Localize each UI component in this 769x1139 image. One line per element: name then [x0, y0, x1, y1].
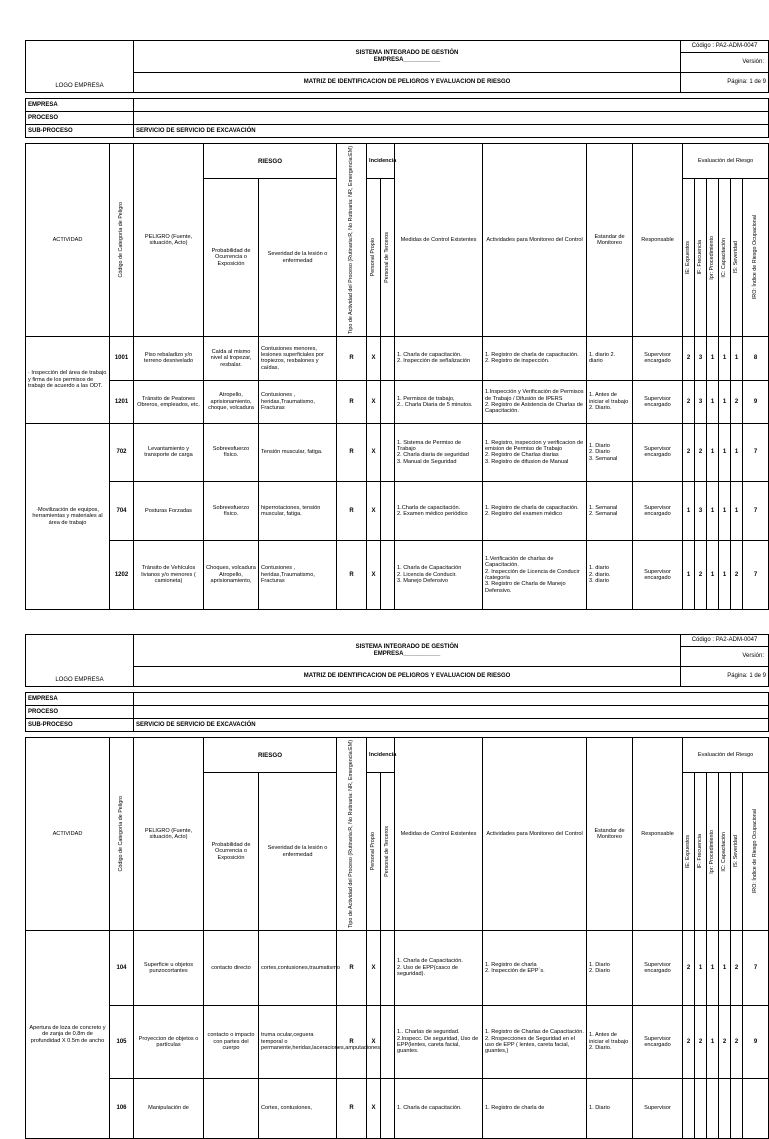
- col-terceros: Personal de Terceros: [381, 179, 395, 337]
- sheet-1: [25, 40, 768, 610]
- own-personnel-cell: X: [367, 540, 381, 609]
- hazard-code-cell: 105: [110, 1005, 134, 1078]
- probability-cell: Atropello, aprisionamiento, choque, volcadura: [204, 380, 259, 423]
- score-p-cell: 1: [707, 540, 719, 609]
- hazard-code-cell: 1001: [110, 336, 134, 380]
- score-c-cell: 1: [719, 423, 731, 481]
- document-code: Código : PA2-ADM-0047: [681, 635, 768, 647]
- score-iro-cell: [743, 1078, 769, 1138]
- control-measures-cell: 1. Sistema de Permiso de Trabajo 2. Charla diaria de seguridad 3. Manual de Seguridad: [395, 423, 483, 481]
- risk-matrix-1: [25, 143, 769, 610]
- col-actividades: Actividades para Monitoreo del Control: [483, 144, 587, 337]
- table-row: [26, 423, 769, 481]
- probability-cell: contacto o impacto con partes del cuerpo: [204, 1005, 259, 1078]
- col-propio: Personal Propio: [367, 179, 381, 337]
- score-f-cell: 3: [695, 380, 707, 423]
- risk-matrix-2: [25, 737, 769, 1139]
- severity-cell: cortes,contusiones,traumatismo: [259, 930, 337, 1005]
- activity-type-cell: R: [337, 336, 367, 380]
- score-f-cell: 3: [695, 336, 707, 380]
- hazard-cell: Proyeccion de objetos o partículas: [134, 1005, 204, 1078]
- col-codigo: Código de Categoría de Peligro: [110, 738, 134, 931]
- score-c-cell: [719, 1078, 731, 1138]
- col-evaluacion: Evaluación del Riesgo: [683, 144, 769, 179]
- score-s-cell: 2: [731, 930, 743, 1005]
- hazard-code-cell: 1201: [110, 380, 134, 423]
- header-table-1: [25, 40, 769, 93]
- score-p-cell: 1: [707, 1005, 719, 1078]
- col-f: IF: Frecuencia: [695, 179, 707, 337]
- table-row: [26, 336, 769, 380]
- own-personnel-cell: X: [367, 336, 381, 380]
- third-personnel-cell: [381, 540, 395, 609]
- own-personnel-cell: X: [367, 930, 381, 1005]
- system-title: SISTEMA INTEGRADO DE GESTIÓN EMPRESA___________: [134, 635, 681, 667]
- activity-type-cell: R: [337, 540, 367, 609]
- score-c-cell: 1: [719, 930, 731, 1005]
- monitoring-activities-cell: 1.Inspección y Verificación de Permisos de Trabajo / Difusión de IPERS 2. Registro de Asistencia de Charlas de Capacitación.: [483, 380, 587, 423]
- activity-cell: · Inspección del área de trabajo y firma de los permisos de trabajo de acuerdo a las ODT.: [26, 336, 110, 423]
- col-codigo: Código de Categoría de Peligro: [110, 144, 134, 337]
- score-f-cell: 3: [695, 481, 707, 540]
- col-iro: IRO: Índice de Riesgo Ocupacional: [743, 773, 769, 931]
- score-f-cell: 2: [695, 423, 707, 481]
- score-iro-cell: 7: [743, 481, 769, 540]
- monitoring-activities-cell: 1. Registro, inspeccion y verificacion de emision de Permiso de Trabajo 2. Registro de Charlas diarias 3. Registro de difusion de Manual: [483, 423, 587, 481]
- severity-cell: Contusiones , heridas,Traumatismo, Fracturas: [259, 380, 337, 423]
- score-s-cell: 1: [731, 481, 743, 540]
- subproceso-value: SERVICIO DE SERVICIO DE EXCAVACIÓN: [134, 125, 769, 138]
- col-iro: IRO: Índice de Riesgo Ocupacional: [743, 179, 769, 337]
- hazard-cell: Posturas Forzadas: [134, 481, 204, 540]
- activity-type-cell: R: [337, 1005, 367, 1078]
- probability-cell: Sobreesfuerzo físico.: [204, 481, 259, 540]
- monitoring-activities-cell: 1. Registro de charla 2. Inspección de EPP´s.: [483, 930, 587, 1005]
- system-title: SISTEMA INTEGRADO DE GESTIÓN EMPRESA___________: [134, 41, 681, 73]
- severity-cell: Tensión muscular, fatiga.: [259, 423, 337, 481]
- score-c-cell: 1: [719, 336, 731, 380]
- page-number: Página: 1 de 9: [681, 73, 769, 93]
- monitoring-standard-cell: 1. Antes de iniciar el trabajo 2. Diario.: [587, 1005, 633, 1078]
- col-actividad: ACTIVIDAD: [26, 144, 110, 337]
- responsible-cell: Supervisor encargado: [633, 481, 683, 540]
- responsible-cell: Supervisor encargado: [633, 930, 683, 1005]
- score-p-cell: 1: [707, 423, 719, 481]
- col-peligro: PELIGRO (Fuente, situación, Acto): [134, 738, 204, 931]
- hazard-code-cell: 702: [110, 423, 134, 481]
- score-iro-cell: 7: [743, 540, 769, 609]
- responsible-cell: Supervisor: [633, 1078, 683, 1138]
- probability-cell: Sobreesfuerzo físico.: [204, 423, 259, 481]
- own-personnel-cell: X: [367, 1078, 381, 1138]
- col-tipo: Tipo de Actividad del Proceso (Rutinaria:R, No Rutinaria: NR, Emergencia:EM): [337, 144, 367, 337]
- control-measures-cell: 1.Charla de capacitación. 2. Examen médico periódico: [395, 481, 483, 540]
- third-personnel-cell: [381, 1078, 395, 1138]
- monitoring-activities-cell: 1. Registro de charla de capacitación. 2. Registro de inspección.: [483, 336, 587, 380]
- score-iro-cell: 8: [743, 336, 769, 380]
- hazard-code-cell: 106: [110, 1078, 134, 1138]
- monitoring-standard-cell: 1. Diario: [587, 1078, 633, 1138]
- col-medidas: Medidas de Control Existentes: [395, 738, 483, 931]
- hazard-code-cell: 104: [110, 930, 134, 1005]
- subproceso-label: SUB-PROCESO: [26, 719, 134, 732]
- score-s-cell: [731, 1078, 743, 1138]
- info-table-1: [25, 98, 769, 138]
- col-actividades: Actividades para Monitoreo del Control: [483, 738, 587, 931]
- score-f-cell: [695, 1078, 707, 1138]
- document-version: Versión:: [742, 59, 764, 65]
- monitoring-activities-cell: 1.Verificación de charlas de Capacitación. 2. Inspección de Licencia de Conducir /categoría 3. Registro de Charla de Manejo Defensivo.: [483, 540, 587, 609]
- score-iro-cell: 9: [743, 380, 769, 423]
- score-s-cell: 2: [731, 1005, 743, 1078]
- col-riesgo: RIESGO: [204, 144, 337, 179]
- col-riesgo: RIESGO: [204, 738, 337, 773]
- score-iro-cell: 7: [743, 423, 769, 481]
- col-severidad: Severidad de la lesión o enfermedad: [259, 179, 337, 337]
- company-logo: LOGO EMPRESA: [26, 41, 134, 93]
- proceso-label: PROCESO: [26, 706, 134, 719]
- third-personnel-cell: [381, 380, 395, 423]
- sheet-2: [25, 634, 768, 1139]
- third-personnel-cell: [381, 1005, 395, 1078]
- probability-cell: contacto directo: [204, 930, 259, 1005]
- score-p-cell: 1: [707, 481, 719, 540]
- proceso-label: PROCESO: [26, 112, 134, 125]
- responsible-cell: Supervisor encargado: [633, 380, 683, 423]
- monitoring-activities-cell: 1. Registro de charla de: [483, 1078, 587, 1138]
- col-e: IE: Expuestos: [683, 773, 695, 931]
- monitoring-standard-cell: 1. Diario 2. Diario: [587, 930, 633, 1005]
- score-e-cell: 2: [683, 1005, 695, 1078]
- activity-cell: Apertura de loza de concreto y de zanja de 0.8m de profundidad X 0.5m de ancho: [26, 930, 110, 1138]
- third-personnel-cell: [381, 423, 395, 481]
- third-personnel-cell: [381, 481, 395, 540]
- info-table-2: [25, 692, 769, 732]
- control-measures-cell: 1. Charla de Capacitación. 2. Uso de EPP(casco de seguridad).: [395, 930, 483, 1005]
- severity-cell: Contusiones , heridas,Traumatismo, Fracturas: [259, 540, 337, 609]
- col-tipo: Tipo de Actividad del Proceso (Rutinaria:R, No Rutinaria: NR, Emergencia:EM): [337, 738, 367, 931]
- col-incidencia: Incidencia: [367, 144, 395, 179]
- score-p-cell: 1: [707, 380, 719, 423]
- subproceso-value: SERVICIO DE SERVICIO DE EXCAVACIÓN: [134, 719, 769, 732]
- score-e-cell: 2: [683, 380, 695, 423]
- col-medidas: Medidas de Control Existentes: [395, 144, 483, 337]
- monitoring-standard-cell: 1. diario 2. diario. 3. diario: [587, 540, 633, 609]
- col-incidencia: Incidencia: [367, 738, 395, 773]
- score-f-cell: 2: [695, 1005, 707, 1078]
- hazard-code-cell: 1202: [110, 540, 134, 609]
- hazard-cell: Piso rebaladizo y/o terreno desnivelado: [134, 336, 204, 380]
- table-row: [26, 540, 769, 609]
- monitoring-standard-cell: 1. diario 2. diario: [587, 336, 633, 380]
- col-terceros: Personal de Terceros: [381, 773, 395, 931]
- monitoring-standard-cell: 1. Semanal 2. Semanal: [587, 481, 633, 540]
- own-personnel-cell: X: [367, 380, 381, 423]
- score-c-cell: 1: [719, 380, 731, 423]
- hazard-code-cell: 704: [110, 481, 134, 540]
- severity-cell: truma ocular,ceguera temporal o permanente,heridas,laceraciones,amputaciones: [259, 1005, 337, 1078]
- col-probabilidad: Probabilidad de Ocurrencia o Exposición: [204, 179, 259, 337]
- score-e-cell: 1: [683, 481, 695, 540]
- hazard-cell: Superficie u objetos punzocortantes: [134, 930, 204, 1005]
- score-c-cell: 1: [719, 481, 731, 540]
- monitoring-activities-cell: 1. Registro de Charlas de Capacitación. 2. Rnspecciones de Seguridad en el uso de EPP ( lentes, careta facial, guantes,): [483, 1005, 587, 1078]
- responsible-cell: Supervisor encargado: [633, 540, 683, 609]
- col-probabilidad: Probabilidad de Ocurrencia o Exposición: [204, 773, 259, 931]
- empresa-label: EMPRESA: [26, 693, 134, 706]
- responsible-cell: Supervisor encargado: [633, 423, 683, 481]
- company-logo: LOGO EMPRESA: [26, 635, 134, 687]
- monitoring-activities-cell: 1. Registro de charla de capacitación. 2. Registro del examen médico: [483, 481, 587, 540]
- probability-cell: [204, 1078, 259, 1138]
- col-cap: IC: Capacitación: [719, 773, 731, 931]
- score-f-cell: 2: [695, 540, 707, 609]
- activity-type-cell: R: [337, 380, 367, 423]
- document-code: Código : PA2-ADM-0047: [681, 41, 768, 53]
- col-responsable: Responsable: [633, 144, 683, 337]
- empresa-label: EMPRESA: [26, 99, 134, 112]
- hazard-cell: Levantamiento y transporte de carga: [134, 423, 204, 481]
- activity-type-cell: R: [337, 1078, 367, 1138]
- own-personnel-cell: X: [367, 1005, 381, 1078]
- table-row: [26, 1078, 769, 1138]
- table-row: [26, 380, 769, 423]
- third-personnel-cell: [381, 336, 395, 380]
- score-e-cell: 2: [683, 336, 695, 380]
- hazard-cell: Tránsito de Vehículos livianos y/o menores ( camioneta): [134, 540, 204, 609]
- col-e: IE: Expuestos: [683, 179, 695, 337]
- col-peligro: PELIGRO (Fuente, situación, Acto): [134, 144, 204, 337]
- severity-cell: hiperrotaciones, tensión muscular, fatiga.: [259, 481, 337, 540]
- probability-cell: Caída al mismo nivel al tropezar, resbalar.: [204, 336, 259, 380]
- col-estandar: Estandar de Monitoreo: [587, 144, 633, 337]
- score-f-cell: 1: [695, 930, 707, 1005]
- third-personnel-cell: [381, 930, 395, 1005]
- hazard-cell: Manipulación de: [134, 1078, 204, 1138]
- matrix-title: MATRIZ DE IDENTIFICACION DE PELIGROS Y EVALUACION DE RIESGO: [134, 667, 681, 687]
- col-severidad: Severidad de la lesión o enfermedad: [259, 773, 337, 931]
- score-e-cell: 2: [683, 930, 695, 1005]
- score-iro-cell: 9: [743, 1005, 769, 1078]
- col-s: IS: Severidad: [731, 773, 743, 931]
- severity-cell: Cortes, contusiones,: [259, 1078, 337, 1138]
- monitoring-standard-cell: 1. Diario 2. Diario 3. Semanal: [587, 423, 633, 481]
- activity-type-cell: R: [337, 930, 367, 1005]
- col-propio: Personal Propio: [367, 773, 381, 931]
- col-cap: IC: Capacitación: [719, 179, 731, 337]
- score-e-cell: [683, 1078, 695, 1138]
- activity-cell: ·Movilización de equipos, herramientas y materiales al área de trabajo: [26, 423, 110, 609]
- score-p-cell: 1: [707, 930, 719, 1005]
- probability-cell: Choques, volcadura Atropello, aprisionamiento,: [204, 540, 259, 609]
- col-actividad: ACTIVIDAD: [26, 738, 110, 931]
- document-version: Versión:: [742, 653, 764, 659]
- col-f: IF: Frecuencia: [695, 773, 707, 931]
- severity-cell: Contusiones menores, lesiones superficiales por tropiezos, resbalones y caídas.: [259, 336, 337, 380]
- control-measures-cell: 1. Permisos de trabajo, 2.. Charla Diaria de 5 minutos.: [395, 380, 483, 423]
- score-s-cell: 2: [731, 380, 743, 423]
- control-measures-cell: 1. Charla de capacitación.: [395, 1078, 483, 1138]
- col-s: IS: Severidad: [731, 179, 743, 337]
- section1-body: [26, 336, 769, 609]
- score-p-cell: [707, 1078, 719, 1138]
- col-p: Ipr: Procedimiento: [707, 773, 719, 931]
- header-table-2: [25, 634, 769, 687]
- col-p: Ipr: Procedimiento: [707, 179, 719, 337]
- table-row: [26, 1005, 769, 1078]
- matrix-title: MATRIZ DE IDENTIFICACION DE PELIGROS Y EVALUACION DE RIESGO: [134, 73, 681, 93]
- hazard-cell: Tránsito de Peatones Obreros, empleados, etc.: [134, 380, 204, 423]
- col-responsable: Responsable: [633, 738, 683, 931]
- subproceso-label: SUB-PROCESO: [26, 125, 134, 138]
- activity-type-cell: R: [337, 423, 367, 481]
- table-row: [26, 481, 769, 540]
- col-estandar: Estandar de Monitoreo: [587, 738, 633, 931]
- score-e-cell: 1: [683, 540, 695, 609]
- table-row: [26, 930, 769, 1005]
- responsible-cell: Supervisor encargado: [633, 1005, 683, 1078]
- own-personnel-cell: X: [367, 423, 381, 481]
- control-measures-cell: 1. Charla de Capacitación 2. Licencia de Conducir. 3. Manejo Defensivo: [395, 540, 483, 609]
- own-personnel-cell: X: [367, 481, 381, 540]
- score-p-cell: 1: [707, 336, 719, 380]
- score-iro-cell: 7: [743, 930, 769, 1005]
- score-s-cell: 2: [731, 540, 743, 609]
- score-s-cell: 1: [731, 336, 743, 380]
- score-c-cell: 1: [719, 540, 731, 609]
- section2-body: [26, 930, 769, 1138]
- score-e-cell: 2: [683, 423, 695, 481]
- activity-type-cell: R: [337, 481, 367, 540]
- control-measures-cell: 1. Charla de capacitación. 2. Inspección de señalización: [395, 336, 483, 380]
- score-s-cell: 1: [731, 423, 743, 481]
- score-c-cell: 2: [719, 1005, 731, 1078]
- control-measures-cell: 1.. Charlas de seguridad. 2.Inspecc. De seguridad, Uso de EPP(lentes, careta facial, guantes.: [395, 1005, 483, 1078]
- page-number: Página: 1 de 9: [681, 667, 769, 687]
- monitoring-standard-cell: 1. Antes de iniciar el trabajo 2. Diario.: [587, 380, 633, 423]
- responsible-cell: Supervisor encargado: [633, 336, 683, 380]
- col-evaluacion: Evaluación del Riesgo: [683, 738, 769, 773]
